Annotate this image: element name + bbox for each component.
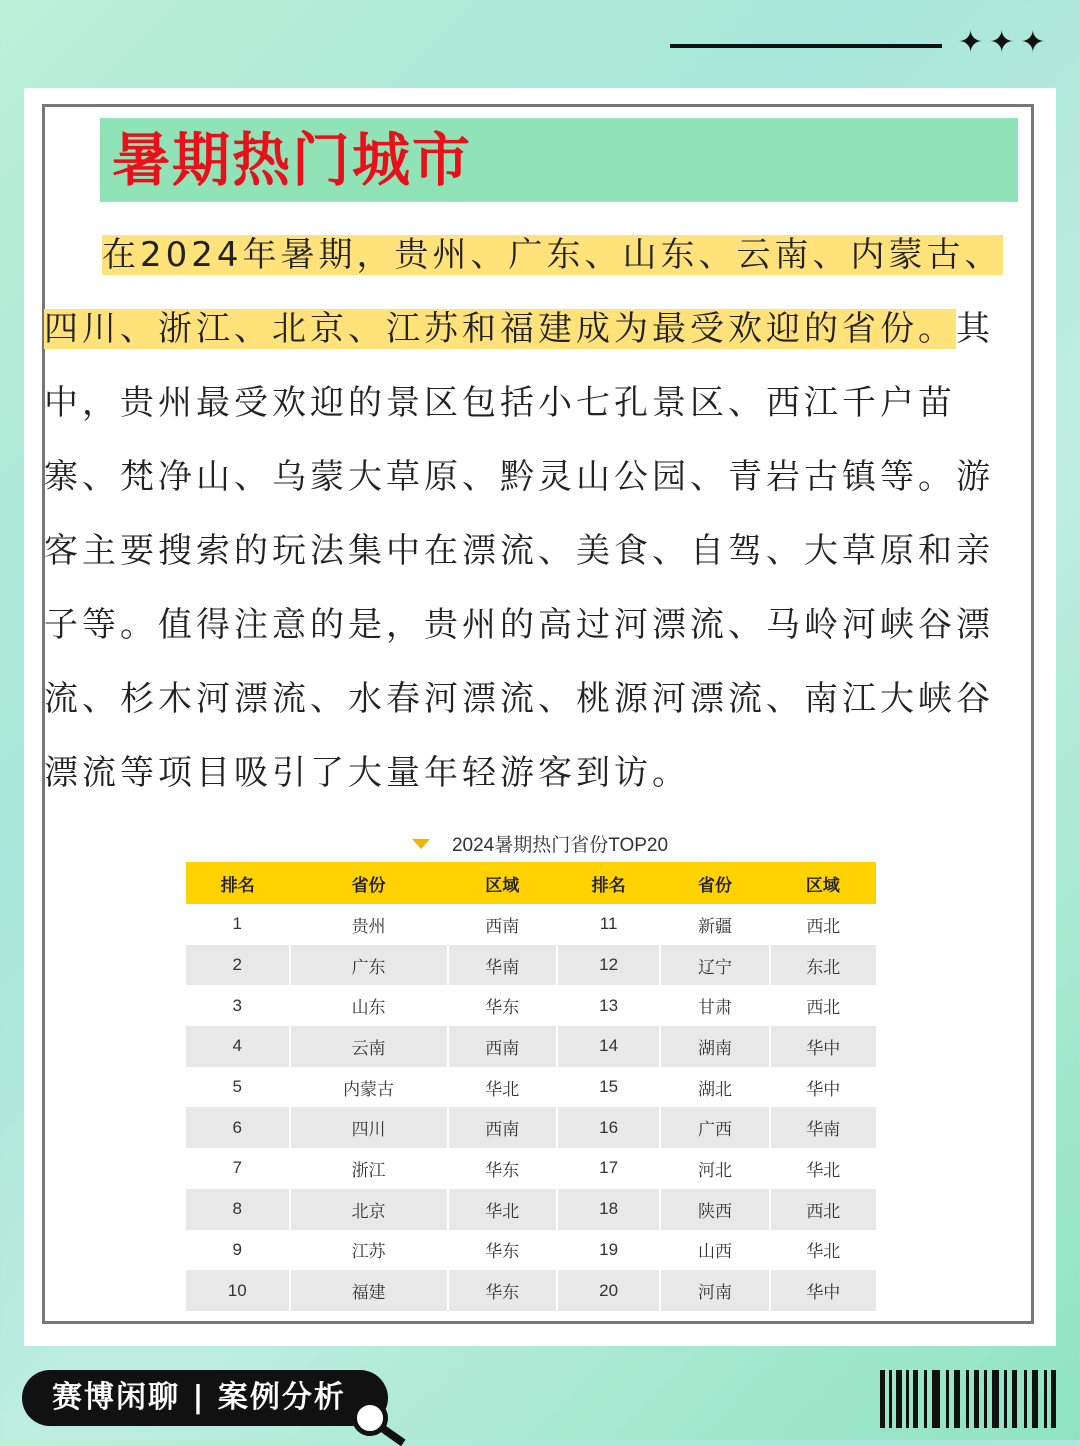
table-header-row [186,862,876,904]
page-title: 暑期热门城市 [112,126,473,194]
table-row [186,904,876,945]
table-row [186,1026,876,1067]
table-cell: 1 [186,904,290,945]
table-cell: 华北 [806,1242,841,1262]
table-row [186,945,876,986]
table-row [186,1107,876,1148]
magnifier-handle [380,1425,406,1446]
table-row [186,1270,876,1311]
table-cell: 12 [557,945,661,986]
table-cell: 华北 [448,1189,557,1230]
table-cell: 湖南 [660,1026,769,1067]
table-cell: 10 [186,1270,290,1311]
column-header: 排名 [557,862,661,904]
table-row [186,1230,876,1271]
table-cell: 西北 [806,916,841,936]
table-cell: 北京 [290,1189,448,1230]
table-cell: 浙江 [290,1148,448,1189]
table-cell: 内蒙古 [290,1067,448,1108]
table-cell: 新疆 [660,904,769,945]
table-cell: 18 [557,1189,661,1230]
table-cell: 华东 [448,985,557,1026]
column-header: 排名 [186,862,290,904]
table-cell: 17 [557,1148,661,1189]
table-title: 2024暑期热门省份TOP20 [451,835,669,856]
triangle-down-icon [412,839,430,849]
table-cell: 华中 [770,1270,876,1311]
table-cell: 2 [186,945,290,986]
sparkle-icon: ✦✦✦ [958,25,1052,60]
table-cell: 西南 [448,1107,557,1148]
table-cell: 华中 [770,1026,876,1067]
table-cell: 山东 [290,985,448,1026]
province-ranking-table [186,862,876,1311]
table-cell: 7 [186,1148,290,1189]
table-cell: 8 [186,1189,290,1230]
table-cell: 11 [557,904,661,945]
table-cell: 西北 [770,1189,876,1230]
table-cell: 江苏 [290,1230,448,1271]
table-cell: 19 [557,1230,661,1271]
table-cell: 16 [557,1107,661,1148]
table-cell: 5 [186,1067,290,1108]
table-cell: 东北 [770,945,876,986]
table-cell: 陕西 [660,1189,769,1230]
table-cell: 西南 [448,904,557,945]
table-cell: 华东 [448,1270,557,1311]
table-cell: 3 [186,985,290,1026]
column-header: 区域 [448,862,557,904]
content-card [24,88,1056,1346]
table-cell: 广西 [660,1107,769,1148]
table-cell: 华北 [806,1160,841,1180]
article-paragraph [44,218,1004,810]
table-cell: 广东 [290,945,448,986]
table-cell: 福建 [290,1270,448,1311]
table-cell: 6 [186,1107,290,1148]
table-cell: 4 [186,1026,290,1067]
table-row [186,1067,876,1108]
barcode-icon [880,1370,1060,1428]
table-row [186,1148,876,1189]
table-row [186,1189,876,1230]
table-cell: 华中 [806,1079,841,1099]
table-cell: 13 [557,985,661,1026]
table-cell: 华东 [448,1148,557,1189]
table-cell: 14 [557,1026,661,1067]
table-body [186,904,876,1311]
table-cell: 云南 [290,1026,448,1067]
table-cell: 河南 [660,1270,769,1311]
paragraph-text: 其中，贵州最受欢迎的景区包括小七孔景区、西江千户苗寨、梵净山、乌蒙大草原、黔灵山公园、青岩古镇等。游客主要搜索的玩法集中在漂流、美食、自驾、大草原和亲子等。值得注意的是，贵州的高过河漂流、马岭河峡谷漂流、杉木河漂流、水春河漂流、桃源河漂流、南江大峡谷漂流等项目吸引了大量年轻游客到访。 [44,309,994,793]
table-cell: 辽宁 [660,945,769,986]
column-header: 省份 [290,862,448,904]
highlighted-text: 在2024年暑期，贵州、广东、山东、云南、内蒙古、四川、浙江、北京、江苏和福建成为最受欢迎的省份。 [44,235,1003,349]
table-cell: 华南 [448,945,557,986]
table-cell: 甘肃 [660,985,769,1026]
table-cell: 9 [186,1230,290,1271]
table-caption [24,830,1056,857]
table-cell: 15 [557,1067,661,1108]
column-header: 省份 [660,862,769,904]
table-cell: 贵州 [290,904,448,945]
table-cell: 20 [557,1270,661,1311]
table-cell: 华东 [448,1230,557,1271]
column-header: 区域 [770,862,876,904]
table-cell: 华南 [770,1107,876,1148]
table-cell: 湖北 [660,1067,769,1108]
brand-badge: 赛博闲聊 | 案例分析 [22,1370,388,1426]
decor-line [670,44,942,48]
table-cell: 西北 [806,998,841,1018]
table-cell: 河北 [660,1148,769,1189]
table-cell: 华北 [448,1067,557,1108]
table-cell: 山西 [660,1230,769,1271]
table-row [186,985,876,1026]
table-cell: 西南 [448,1026,557,1067]
table-cell: 四川 [290,1107,448,1148]
